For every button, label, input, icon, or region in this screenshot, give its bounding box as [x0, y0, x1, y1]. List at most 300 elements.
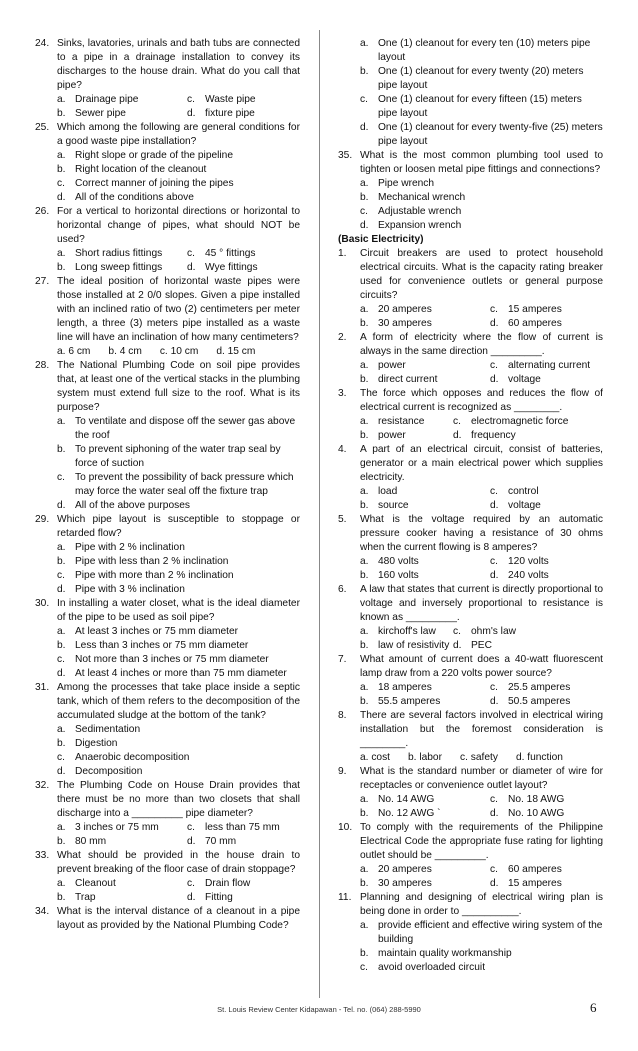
option: b. labor — [408, 752, 442, 763]
question-body: To comply with the requirements of the Philippine Electrical Code the appropriate fuse rating for lighting outlet should be _________. — [360, 822, 603, 861]
question-number: 3. — [338, 388, 347, 399]
option-letter: b. — [57, 892, 66, 903]
question-body: Which among the following are general conditions for a good waste pipe installation? — [57, 122, 300, 147]
option — [360, 947, 603, 961]
option — [360, 639, 453, 653]
option — [490, 863, 603, 877]
option-letter: a. — [360, 304, 369, 315]
option — [57, 723, 300, 737]
option-letter: c. — [490, 486, 498, 497]
option-letter: b. — [57, 262, 66, 273]
option — [360, 555, 490, 569]
option — [57, 415, 300, 443]
option-text: electromagnetic force — [471, 416, 569, 427]
option — [57, 261, 187, 275]
option-letter: d. — [187, 108, 196, 119]
question-body: A form of electricity where the flow of current is always in the same direction _________. — [360, 332, 603, 357]
option-letter: d. — [490, 878, 499, 889]
option — [360, 485, 490, 499]
question — [338, 653, 603, 709]
option — [57, 471, 300, 499]
question — [338, 37, 603, 149]
question-body: What is the voltage required by an automatic pressure cooker having a resistance of 30 ohms when the current flowing is 8 amperes? — [360, 514, 603, 553]
question-number: 35. — [338, 150, 353, 161]
option — [360, 569, 490, 583]
option-text: At least 4 inches or more than 75 mm diameter — [75, 668, 287, 679]
option-text: To ventilate and dispose off the sewer gas above the roof — [75, 416, 296, 441]
option-text: Mechanical wrench — [378, 192, 466, 203]
options-grid — [360, 303, 603, 331]
option — [453, 639, 603, 653]
option-text: frequency — [471, 430, 516, 441]
option-text: 30 amperes — [378, 318, 432, 329]
option — [57, 443, 300, 471]
option-letter: d. — [187, 892, 196, 903]
option — [360, 877, 490, 891]
options-grid — [57, 247, 300, 275]
question — [338, 331, 603, 387]
question-text — [338, 821, 603, 863]
option — [57, 569, 300, 583]
option — [490, 359, 603, 373]
option — [490, 303, 603, 317]
question-number: 30. — [35, 598, 50, 609]
option-text: All of the above purposes — [75, 500, 190, 511]
question-number: 28. — [35, 360, 50, 371]
option-letter: c. — [453, 626, 461, 637]
option-letter: c. — [57, 752, 65, 763]
question — [35, 681, 300, 779]
option-text: To prevent the possibility of back pressure which may force the water seal off the fixture trap — [75, 472, 294, 497]
option-text: Pipe with 3 % inclination — [75, 584, 185, 595]
option-text: 20 amperes — [378, 864, 432, 875]
option-text: Not more than 3 inches or 75 mm diameter — [75, 654, 269, 665]
question-text — [35, 121, 300, 149]
option — [360, 37, 603, 65]
option-letter: a. — [360, 486, 369, 497]
left-column — [35, 37, 300, 933]
question — [338, 247, 603, 331]
options-grid — [360, 625, 603, 653]
option-letter: d. — [187, 836, 196, 847]
option — [57, 191, 300, 205]
option-text: Trap — [75, 892, 96, 903]
question-body: The Plumbing Code on House Drain provides that there must be no more than two closets that shall discharge into a _________ pipe diameter? — [57, 780, 300, 819]
option — [360, 373, 490, 387]
question-body: The force which opposes and reduces the flow of electrical current is recognized as ________. — [360, 388, 603, 413]
question — [35, 275, 300, 359]
question-number: 7. — [338, 654, 347, 665]
options-grid — [360, 415, 603, 443]
option-text: Right location of the cleanout — [75, 164, 207, 175]
question-body: What is the most common plumbing tool used to tighten or loosen metal pipe fittings and connections? — [360, 150, 603, 175]
option — [360, 359, 490, 373]
option-letter: a. — [57, 542, 66, 553]
option-text: 50.5 amperes — [508, 696, 571, 707]
option-text: load — [378, 486, 398, 497]
option-letter: a. — [360, 864, 369, 875]
option-text: 15 amperes — [508, 304, 562, 315]
option-letter: d. — [453, 640, 462, 651]
options-grid — [57, 93, 300, 121]
question-body: There are several factors involved in electrical wiring installation but the foremost consideration is ________. — [360, 710, 603, 749]
option — [360, 65, 603, 93]
option — [360, 625, 453, 639]
option-text: Digestion — [75, 738, 118, 749]
option-letter: b. — [57, 556, 66, 567]
option-text: All of the conditions above — [75, 192, 194, 203]
option-text: kirchoff's law — [378, 626, 436, 637]
question — [35, 513, 300, 597]
question — [338, 387, 603, 443]
option-text: Adjustable wrench — [378, 206, 462, 217]
option — [57, 625, 300, 639]
question — [338, 513, 603, 583]
option-text: source — [378, 500, 409, 511]
option-letter: d. — [57, 766, 66, 777]
question — [338, 443, 603, 513]
option — [57, 891, 187, 905]
options-list — [57, 723, 300, 779]
option-letter: b. — [360, 570, 369, 581]
option-text: 3 inches or 75 mm — [75, 822, 159, 833]
option-text: maintain quality workmanship — [378, 948, 512, 959]
question — [35, 37, 300, 121]
question-number: 10. — [338, 822, 353, 833]
option — [57, 149, 300, 163]
option-letter: d. — [490, 500, 499, 511]
option — [490, 373, 603, 387]
option-letter: b. — [360, 430, 369, 441]
option-letter: d. — [490, 374, 499, 385]
question-text — [338, 583, 603, 625]
question-text — [35, 275, 300, 345]
option — [490, 807, 603, 821]
option-letter: a. — [57, 724, 66, 735]
option-letter: d. — [187, 262, 196, 273]
option-text: Waste pipe — [205, 94, 256, 105]
option — [187, 107, 300, 121]
option — [453, 625, 603, 639]
option-letter: c. — [360, 206, 368, 217]
option-text: 55.5 amperes — [378, 696, 441, 707]
option — [187, 247, 300, 261]
option-text: PEC — [471, 640, 492, 651]
question-text — [35, 681, 300, 723]
option-text: Expansion wrench — [378, 220, 462, 231]
option — [187, 891, 300, 905]
options-row — [360, 751, 603, 765]
option-text: 60 amperes — [508, 864, 562, 875]
question-body: The National Plumbing Code on soil pipe provides that, at least one of the vertical stacks in the plumbing system must extend full size to the roof. What is its purpose? — [57, 360, 300, 413]
option-text: 80 mm — [75, 836, 107, 847]
question-number: 25. — [35, 122, 50, 133]
option-text: fixture pipe — [205, 108, 255, 119]
option-text: voltage — [508, 374, 541, 385]
option-letter: b. — [360, 878, 369, 889]
option-text: 15 amperes — [508, 878, 562, 889]
question — [338, 583, 603, 653]
option-letter: b. — [360, 318, 369, 329]
options-list — [360, 177, 603, 233]
question-text — [35, 597, 300, 625]
question-body: Sinks, lavatories, urinals and bath tubs are connected to a pipe in a drainage installation to convey its discharges to the house drain. What do you call that pipe? — [57, 38, 300, 91]
options-list — [360, 919, 603, 975]
option — [187, 93, 300, 107]
options-grid — [360, 681, 603, 709]
option-letter: b. — [360, 696, 369, 707]
question-number: 11. — [338, 892, 352, 903]
question — [35, 359, 300, 513]
options-list — [360, 37, 603, 149]
option — [57, 737, 300, 751]
option-letter: d. — [490, 696, 499, 707]
option — [490, 485, 603, 499]
option — [360, 317, 490, 331]
option-text: alternating current — [508, 360, 591, 371]
question-text — [338, 513, 603, 555]
option — [57, 583, 300, 597]
option-text: Correct manner of joining the pipes — [75, 178, 234, 189]
option-text: 30 amperes — [378, 878, 432, 889]
option-letter: d. — [57, 192, 66, 203]
question-number: 32. — [35, 780, 50, 791]
options-grid — [57, 877, 300, 905]
question-number: 24. — [35, 38, 50, 49]
option: d. function — [515, 752, 563, 763]
question-body: Planning and designing of electrical wiring plan is being done in order to __________. — [360, 892, 603, 917]
option-letter: c. — [187, 822, 195, 833]
question-body: Which pipe layout is susceptible to stoppage or retarded flow? — [57, 514, 300, 539]
option — [360, 695, 490, 709]
option-letter: b. — [57, 738, 66, 749]
option — [360, 415, 453, 429]
option-letter: c. — [57, 654, 65, 665]
option-letter: a. — [360, 626, 369, 637]
option-text: 20 amperes — [378, 304, 432, 315]
option — [453, 415, 603, 429]
option-letter: c. — [490, 794, 498, 805]
option — [57, 247, 187, 261]
question — [338, 765, 603, 821]
option — [57, 541, 300, 555]
option — [360, 961, 603, 975]
option-letter: a. — [57, 416, 66, 427]
option-letter: a. — [57, 248, 66, 259]
question-text — [35, 905, 300, 933]
options-grid — [360, 555, 603, 583]
option-letter: a. — [57, 94, 66, 105]
options-grid — [57, 821, 300, 849]
options-grid — [360, 485, 603, 513]
question — [35, 779, 300, 849]
question-number: 2. — [338, 332, 347, 343]
option-text: 120 volts — [508, 556, 549, 567]
option-text: To prevent siphoning of the water trap seal by force of suction — [75, 444, 281, 469]
option — [490, 877, 603, 891]
option — [360, 177, 603, 191]
option-letter: d. — [360, 220, 369, 231]
question-text — [35, 513, 300, 541]
option-letter: a. — [57, 150, 66, 161]
option-letter: d. — [453, 430, 462, 441]
option-text: provide efficient and effective wiring system of the building — [378, 920, 603, 945]
option — [57, 821, 187, 835]
option — [187, 835, 300, 849]
option — [57, 835, 187, 849]
option-text: One (1) cleanout for every twenty (20) meters pipe layout — [378, 66, 584, 91]
question — [35, 597, 300, 681]
option-letter: c. — [490, 304, 498, 315]
question-number: 27. — [35, 276, 50, 287]
right-column — [338, 37, 603, 975]
option-text: avoid overloaded circuit — [378, 962, 486, 973]
option — [187, 821, 300, 835]
option — [57, 667, 300, 681]
option — [57, 177, 300, 191]
option-letter: d. — [490, 570, 499, 581]
option: c. safety — [460, 752, 498, 763]
option-letter: a. — [57, 878, 66, 889]
option: c. 10 cm — [159, 346, 199, 357]
option — [490, 555, 603, 569]
question-text — [35, 849, 300, 877]
option-text: 25.5 amperes — [508, 682, 571, 693]
option-letter: b. — [360, 66, 369, 77]
option — [490, 499, 603, 513]
option — [360, 205, 603, 219]
option-letter: b. — [360, 374, 369, 385]
option-text: One (1) cleanout for every ten (10) meters pipe layout — [378, 38, 591, 63]
options-list — [57, 415, 300, 513]
option-letter: a. — [360, 38, 369, 49]
question — [338, 149, 603, 233]
question — [35, 849, 300, 905]
option-text: Pipe with 2 % inclination — [75, 542, 185, 553]
option-text: One (1) cleanout for every twenty-five (25) meters pipe layout — [378, 122, 603, 147]
option-letter: b. — [57, 164, 66, 175]
option-text: Pipe with less than 2 % inclination — [75, 556, 229, 567]
question-number: 1. — [338, 248, 347, 259]
option — [360, 429, 453, 443]
option-text: One (1) cleanout for every fifteen (15) meters pipe layout — [378, 94, 582, 119]
option-text: Anaerobic decomposition — [75, 752, 190, 763]
option-letter: a. — [360, 178, 369, 189]
option — [490, 793, 603, 807]
question-body: A law that states that current is directly proportional to voltage and inversely proportional to resistance is known as _________. — [360, 584, 603, 623]
page-footer: St. Louis Review Center Kidapawan - Tel. no. (064) 288-5990 — [217, 1005, 421, 1014]
option-letter: c. — [490, 556, 498, 567]
options-grid — [360, 863, 603, 891]
question-number: 5. — [338, 514, 347, 525]
question-body: What should be provided in the house drain to prevent breaking of the floor case of drain stoppage? — [57, 850, 300, 875]
option: a. 6 cm — [57, 346, 91, 357]
question-body: The ideal position of horizontal waste pipes were those installed at 2 0/0 slopes. Given a pipe installed with an inclined ratio of two (2) centimeters per meter length, a three (3) meters pipe installed as a waste line will have an inclination of how many centimeters? — [57, 276, 300, 343]
option-letter: b. — [57, 108, 66, 119]
option-text: Decomposition — [75, 766, 143, 777]
option — [57, 499, 300, 513]
option-text: Drain flow — [205, 878, 251, 889]
option-letter: a. — [360, 920, 369, 931]
option-letter: d. — [57, 584, 66, 595]
option-letter: c. — [360, 94, 368, 105]
question-body: What is the standard number or diameter of wire for receptacles or convenience outlet layout? — [360, 766, 603, 791]
option-letter: d. — [57, 668, 66, 679]
question-body: A part of an electrical circuit, consist of batteries, generator or a main electrical power which supplies electricity. — [360, 444, 603, 483]
option-text: power — [378, 430, 406, 441]
question-body: Among the processes that take place inside a septic tank, which of them refers to the decomposition of the accumulated sludge at the bottom of the tank? — [57, 682, 300, 721]
option-letter: c. — [453, 416, 461, 427]
option-text: law of resistivity — [378, 640, 450, 651]
option-text: No. 12 AWG ` — [378, 808, 441, 819]
question-text — [35, 359, 300, 415]
question-text — [338, 765, 603, 793]
option-text: voltage — [508, 500, 541, 511]
question-text — [338, 653, 603, 681]
question-number: 33. — [35, 850, 50, 861]
question-text — [338, 709, 603, 751]
question — [35, 905, 300, 933]
option-letter: c. — [57, 570, 65, 581]
option — [453, 429, 603, 443]
question-number: 26. — [35, 206, 50, 217]
option — [57, 653, 300, 667]
option-letter: a. — [360, 360, 369, 371]
option-letter: a. — [57, 822, 66, 833]
option-letter: c. — [490, 864, 498, 875]
question-body: In installing a water closet, what is the ideal diameter of the pipe to be used as soil pipe? — [57, 598, 300, 623]
option — [360, 499, 490, 513]
option-letter: d. — [490, 808, 499, 819]
option — [490, 569, 603, 583]
option-text: No. 18 AWG — [508, 794, 565, 805]
option-text: Less than 3 inches or 75 mm diameter — [75, 640, 249, 651]
option — [57, 555, 300, 569]
option — [360, 93, 603, 121]
option-letter: b. — [360, 948, 369, 959]
option-letter: b. — [57, 836, 66, 847]
option — [490, 317, 603, 331]
option — [57, 163, 300, 177]
option-text: 60 amperes — [508, 318, 562, 329]
option-text: Short radius fittings — [75, 248, 163, 259]
option-text: direct current — [378, 374, 438, 385]
option-text: Fitting — [205, 892, 233, 903]
option — [57, 639, 300, 653]
option — [360, 807, 490, 821]
option-text: Long sweep fittings — [75, 262, 163, 273]
option-text: less than 75 mm — [205, 822, 280, 833]
option-text: 45 ° fittings — [205, 248, 256, 259]
option-text: resistance — [378, 416, 425, 427]
question — [338, 891, 603, 975]
option — [360, 191, 603, 205]
option-letter: a. — [360, 794, 369, 805]
option-text: control — [508, 486, 539, 497]
option — [360, 863, 490, 877]
option-letter: b. — [360, 192, 369, 203]
column-divider — [319, 30, 320, 998]
question-text — [338, 387, 603, 415]
option-letter: d. — [360, 122, 369, 133]
option-text: 70 mm — [205, 836, 237, 847]
option-text: Cleanout — [75, 878, 116, 889]
option-letter: c. — [360, 962, 368, 973]
option-text: 160 volts — [378, 570, 419, 581]
question-number: 6. — [338, 584, 347, 595]
question-number: 31. — [35, 682, 50, 693]
question-text — [338, 149, 603, 177]
